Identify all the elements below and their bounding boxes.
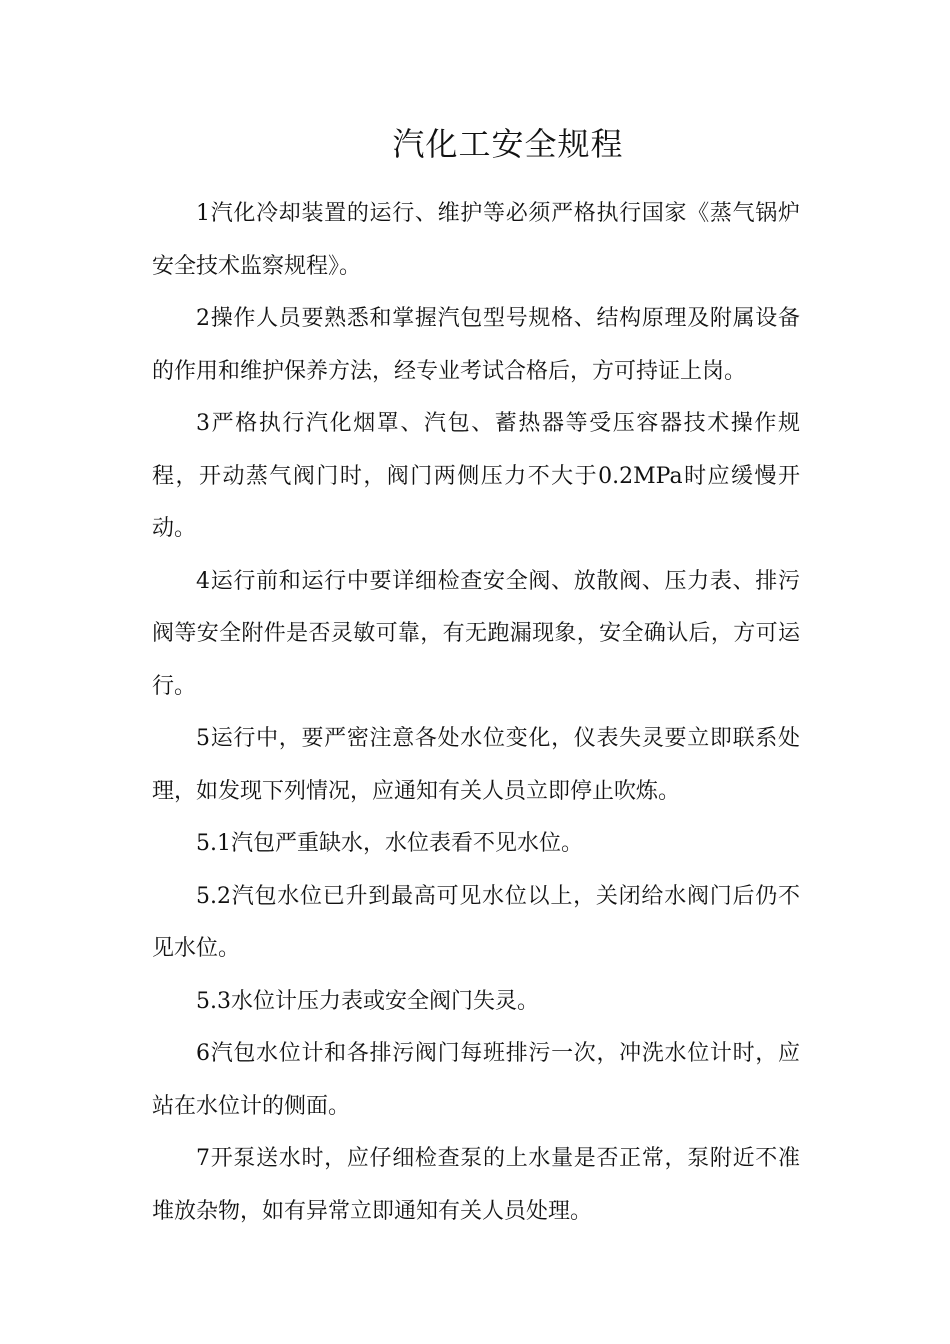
- paragraph-5-1: 5.1汽包严重缺水，水位表看不见水位。: [196, 831, 583, 856]
- paragraph-5-2: 5.2汽包水位已升到最高可见水位以上，关闭给水阀门后仍不见水位。: [152, 883, 800, 961]
- paragraph-7: 7开泵送水时，应仔细检查泵的上水量是否正常，泵附近不准堆放杂物，如有异常立即通知有关人员处理。: [152, 1146, 800, 1224]
- paragraph-1: 1汽化冷却装置的运行、维护等必须严格执行国家《蒸气锅炉安全技术监察规程》。: [152, 201, 800, 279]
- document-body: [152, 188, 800, 1238]
- paragraph-2: 2操作人员要熟悉和掌握汽包型号规格、结构原理及附属设备的作用和维护保养方法，经专业考试合格后，方可持证上岗。: [152, 306, 800, 384]
- paragraph-5-3: 5.3水位计压力表或安全阀门失灵。: [196, 988, 539, 1014]
- paragraph-5: 5运行中，要严密注意各处水位变化，仪表失灵要立即联系处理，如发现下列情况，应通知有关人员立即停止吹炼。: [152, 726, 800, 804]
- page-title: 汽化工安全规程: [392, 125, 624, 163]
- paragraph-4: 4运行前和运行中要详细检查安全阀、放散阀、压力表、排污阀等安全附件是否灵敏可靠，有无跑漏现象，安全确认后，方可运行。: [152, 568, 800, 699]
- paragraph-3: 3严格执行汽化烟罩、汽包、蓄热器等受压容器技术操作规程，开动蒸气阀门时，阀门两侧压力不大于0.2MPa时应缓慢开动。: [152, 411, 800, 541]
- paragraph-6: 6汽包水位计和各排污阀门每班排污一次，冲洗水位计时，应站在水位计的侧面。: [152, 1041, 800, 1119]
